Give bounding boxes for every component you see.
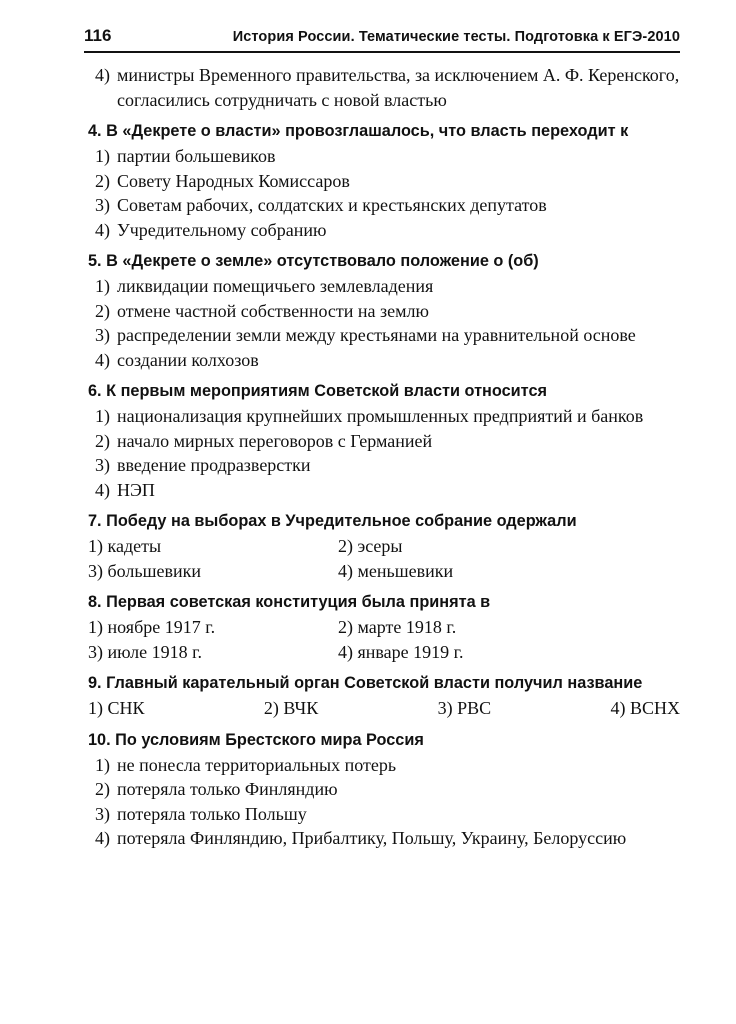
question-number: 7. [88, 512, 102, 530]
option-item [84, 218, 680, 243]
option-item: 2) эсеры [338, 536, 403, 556]
question-5-heading [84, 250, 680, 272]
question-6-heading [84, 380, 680, 402]
option-item [84, 323, 680, 348]
question-text: Главный карательный орган Советской власти получил название [106, 674, 643, 692]
option-number: 2) [95, 430, 110, 451]
option-text: введение продразверстки [117, 455, 311, 475]
option-text: НЭП [117, 479, 155, 500]
option-item [84, 348, 680, 373]
question-5-options [84, 274, 680, 372]
option-item [84, 169, 680, 194]
option-number: 1) [95, 146, 110, 166]
option-number: 1) [95, 276, 110, 296]
option-item [84, 478, 680, 503]
option-item: 1) СНК [88, 698, 145, 718]
question-text: К первым мероприятиям Советской власти относится [106, 382, 547, 400]
running-title: История России. Тематические тесты. Подготовка к ЕГЭ-2010 [232, 29, 680, 45]
option-text: Советам рабочих, солдатских и крестьянских депутатов [117, 195, 547, 215]
option-number: 2) [95, 170, 110, 191]
option-number: 3) [95, 325, 110, 345]
question-4-heading [84, 120, 680, 142]
option-item: 3) июле 1918 г. [88, 641, 202, 662]
textbook-page [84, 26, 680, 851]
question-8-heading [84, 591, 680, 613]
option-text: ликвидации помещичьего землевладения [117, 276, 434, 296]
question-number: 8. [88, 593, 102, 611]
option-text: министры Временного правительства, за исключением А. Ф. Керенского, согласились сотрудничать с новой властью [117, 65, 680, 110]
option-item [84, 753, 680, 778]
question-number: 10. [88, 730, 111, 749]
question-10-options [84, 753, 680, 851]
option-number: 4) [95, 219, 110, 240]
option-item: 3) большевики [88, 560, 201, 581]
question-text: Победу на выборах в Учредительное собрание одержали [106, 512, 577, 530]
option-text: отмене частной собственности на землю [117, 300, 429, 321]
option-text: начало мирных переговоров с Германией [117, 430, 433, 451]
question-text: В «Декрете о власти» провозглашалось, что власть переходит к [106, 122, 629, 140]
question-text: По условиям Брестского мира Россия [115, 730, 424, 749]
question-10-heading [84, 729, 680, 751]
option-text: партии большевиков [117, 146, 276, 166]
option-number: 4) [95, 479, 110, 500]
option-item [84, 144, 680, 169]
option-text: потеряла только Польшу [117, 803, 307, 824]
option-text: Учредительному собранию [117, 219, 327, 240]
option-item: 2) ВЧК [263, 698, 319, 718]
question-9-options [84, 696, 680, 721]
question-number: 5. [88, 252, 102, 270]
option-item [84, 777, 680, 802]
option-number: 4) [95, 828, 110, 848]
option-item: 4) ВСНХ [610, 698, 680, 718]
option-text: потеряла только Финляндию [117, 779, 338, 799]
option-item [84, 429, 680, 454]
option-number: 3) [95, 455, 110, 475]
question-6-options [84, 404, 680, 502]
question-8-options [88, 615, 680, 664]
question-text: Первая советская конституция была принята в [106, 593, 491, 611]
option-item [84, 193, 680, 218]
option-item [84, 404, 680, 429]
question-number: 4. [88, 122, 102, 140]
option-number: 3) [95, 803, 110, 824]
option-item [84, 453, 680, 478]
option-item: 2) марте 1918 г. [338, 617, 457, 637]
option-item: 4) январе 1919 г. [338, 641, 464, 662]
option-text: создании колхозов [117, 349, 259, 370]
option-text: распределении земли между крестьянами на уравнительной основе [117, 325, 636, 345]
option-item [84, 826, 680, 851]
option-number: 1) [95, 406, 110, 426]
option-item: 1) ноябре 1917 г. [88, 617, 216, 637]
option-item: 4) меньшевики [338, 560, 454, 581]
option-number: 2) [95, 779, 110, 799]
question-7-heading [84, 510, 680, 532]
option-text: потеряла Финляндию, Прибалтику, Польшу, Украину, Белоруссию [117, 828, 627, 848]
option-number: 4) [95, 349, 110, 370]
option-item [84, 299, 680, 324]
option-number: 4) [95, 65, 110, 85]
option-number: 2) [95, 300, 110, 321]
option-text: Совету Народных Комиссаров [117, 170, 350, 191]
option-item: 1) кадеты [88, 536, 162, 556]
option-number: 3) [95, 195, 110, 215]
question-number: 9. [88, 674, 102, 692]
page-header [84, 26, 680, 53]
option-text: национализация крупнейших промышленных предприятий и банков [117, 406, 644, 426]
question-7-options [88, 534, 680, 583]
page-number: 116 [84, 26, 112, 45]
question-4-options [84, 144, 680, 242]
option-item [84, 274, 680, 299]
option-item: 3) РВС [437, 698, 492, 718]
question-number: 6. [88, 382, 102, 400]
option-item [84, 63, 680, 112]
prev-question-option [84, 63, 680, 112]
option-number: 1) [95, 754, 110, 775]
question-9-heading [84, 672, 680, 694]
option-item [84, 802, 680, 827]
question-text: В «Декрете о земле» отсутствовало положение о (об) [106, 252, 539, 270]
option-text: не понесла территориальных потерь [117, 754, 397, 775]
